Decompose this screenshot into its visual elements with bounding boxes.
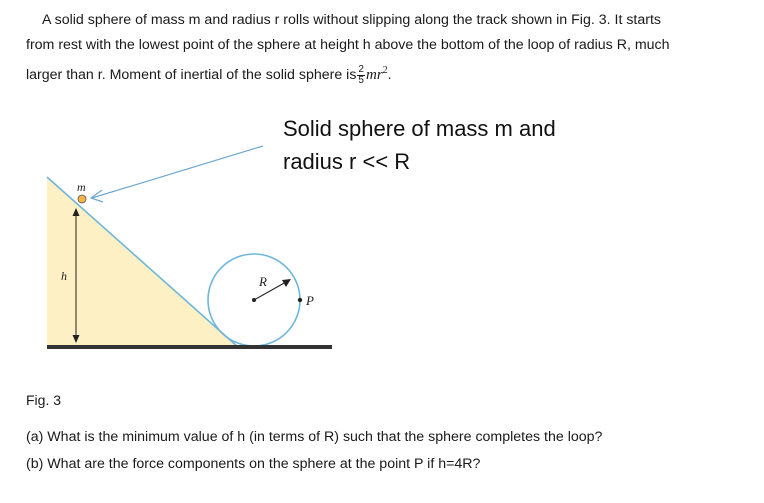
formula-base: mr — [365, 67, 383, 83]
fraction-denominator: 5 — [358, 74, 364, 86]
point-p-dot — [298, 298, 302, 302]
callout-line-1: Solid sphere of mass m and — [283, 116, 556, 141]
label-r: R — [259, 274, 267, 289]
callout-line-2: radius r << R — [283, 149, 411, 174]
figure-caption: Fig. 3 — [26, 392, 62, 408]
problem-line-3-end: . — [387, 67, 392, 83]
question-a: (a) What is the minimum value of h (in terms of R) such that the sphere completes the loop? — [26, 429, 603, 445]
problem-line-1: A solid sphere of mass m and radius r rolls without slipping along the track shown in Fig. 3. It starts — [42, 12, 662, 28]
fraction-numerator: 2 — [358, 63, 364, 75]
problem-line-3-text: larger than r. Moment of inertial of the solid sphere is — [26, 67, 357, 83]
callout-leader — [92, 146, 263, 198]
question-b: (b) What are the force components on the sphere at the point P if h=4R? — [26, 456, 481, 472]
formula-exponent: 2 — [382, 65, 388, 76]
label-p: P — [306, 293, 314, 308]
loop-center-dot — [252, 298, 256, 302]
ground-line — [47, 345, 332, 349]
sphere-ball — [78, 195, 86, 203]
problem-line-2: from rest with the lowest point of the sphere at height h above the bottom of the loop of radius R, much — [26, 37, 670, 53]
label-h: h — [61, 269, 67, 283]
label-m: m — [77, 180, 86, 194]
